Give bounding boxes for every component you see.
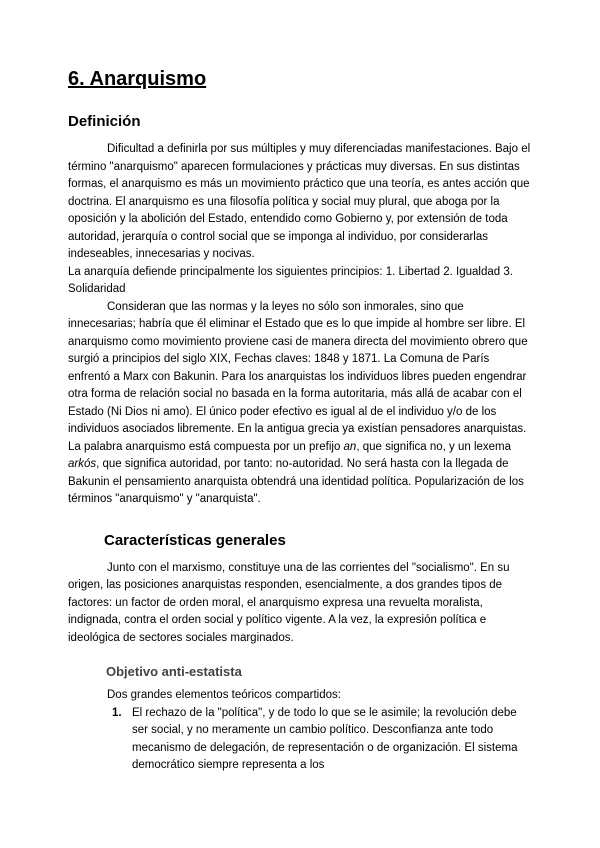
list-item — [68, 705, 534, 775]
list-item-text: El rechazo de la "política", y de todo lo que se le asimile; la revolución debe ser social, y no meramente un cambio político. Desconfianza ante todo mecanismo de delegación, de representación o de organización. El sistema democrático siempre representa a los — [132, 706, 518, 771]
document-title: 6. Anarquismo — [68, 68, 207, 90]
paragraph-definicion-principios: La anarquía defiende principalmente los siguientes principios: 1. Libertad 2. Igualdad 3. Solidaridad — [68, 265, 513, 295]
paragraph-definicion-1: Dificultad a definirla por sus múltiples y muy diferenciadas manifestaciones. Bajo el término "anarquismo" aparecen formulaciones y prácticas muy diversas. En sus distintas formas, el anarquismo es más un movimiento práctico que una teoría, es antes acción que doctrina. El anarquismo es una filosofía política y social muy plural, que aboga por la oposición y la abolición del Estado, entendido como Gobierno y, por extensión de toda autoridad, jerarquía o control social que se imponga al individuo, por considerarlas indeseables, innecesarias y nocivas. — [68, 143, 531, 260]
paragraph-definicion-2 — [68, 299, 534, 509]
list-item-number: 1. — [112, 706, 122, 719]
subsection-heading-objetivo-anti-estatista: Objetivo anti-estatista — [106, 664, 242, 679]
section-heading-definicion: Definición — [68, 113, 141, 130]
section-heading-caracteristicas: Características generales — [104, 531, 286, 549]
italic-term-an: an — [343, 440, 357, 453]
paragraph-caracteristicas-1: Junto con el marxismo, constituye una de las corrientes del "socialismo". En su origen, las posiciones anarquistas responden, esencialmente, a dos grandes tipos de factores: un factor de orden moral, el anarquismo expresa una revuelta moralista, indignada, contra el orden social y político vigente. A la vez, la expresión política e ideológica de sectores sociales marginados. — [68, 561, 510, 644]
paragraph-text-segment: , que significa autoridad, por tanto: no-autoridad. No será hasta con la llegada de Bakunin el pensamiento anarquista obtendrá una identidad política. Popularización de los términos "anarquismo" y "anarquista". — [68, 458, 524, 505]
paragraph-objetivo-intro: Dos grandes elementos teóricos compartidos: — [107, 689, 341, 701]
paragraph-text-segment: Consideran que las normas y la leyes no sólo son inmorales, sino que innecesarias; habría que él eliminar el Estado que es lo que impide al hombre ser libre. El anarquismo como movimiento proviene casi de manera directa del movimiento obrero que surgió a principios del siglo XIX, Fechas claves: 1848 y 1871. La Comuna de París enfrentó a Marx con Bakunin. Para los anarquistas los individuos libres pueden engendrar otra forma de relación social no basada en la forma autoritaria, más allá de acabar con el Estado (Ni Dios ni amo). El único poder efectivo es igual al de el individuo y/o de los individuos asociados libremente. En la antigua grecia ya existían pensadores anarquistas. La palabra anarquismo está compuesta por un prefijo — [68, 300, 528, 453]
paragraph-text-segment: , que significa no, y un lexema — [356, 440, 512, 453]
italic-term-arkos: arkós — [68, 458, 97, 470]
